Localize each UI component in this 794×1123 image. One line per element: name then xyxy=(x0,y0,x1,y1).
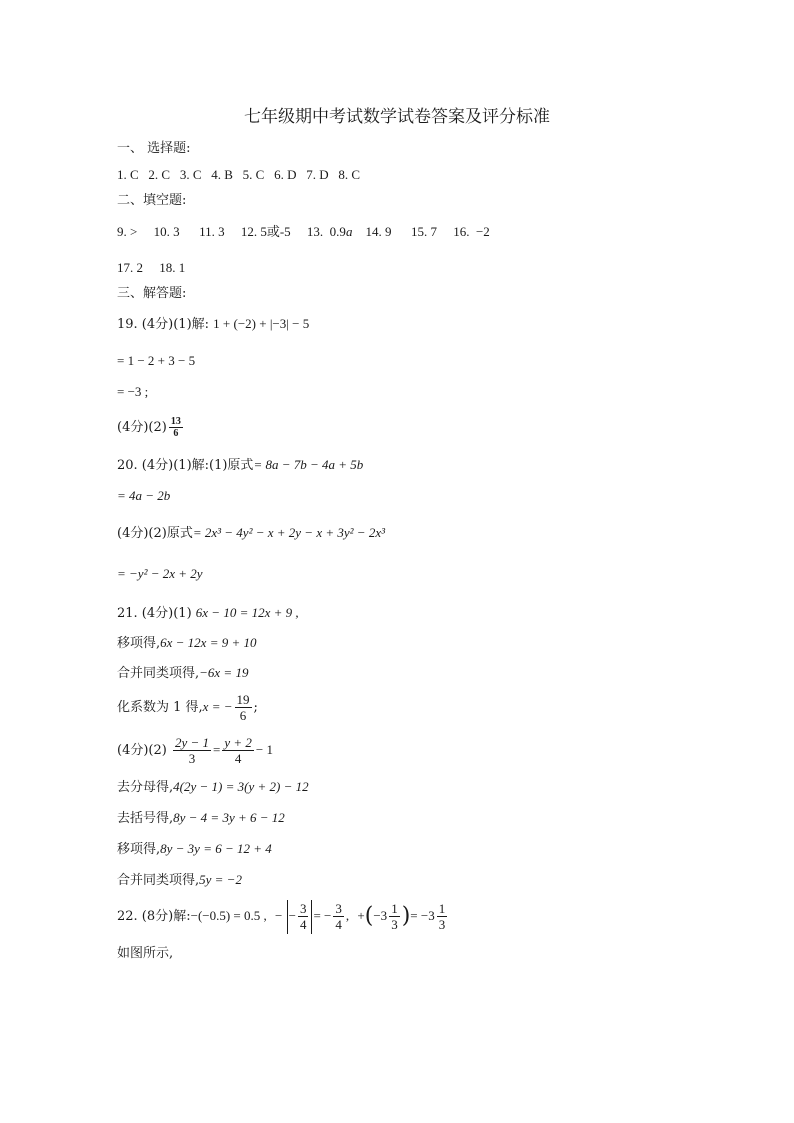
section-heading-choice: 一、 选择题: xyxy=(117,141,191,156)
q20-step1: = 4a − 2b xyxy=(117,488,171,503)
choice-answers: 1. C 2. C 3. C 4. B 5. C 6. D 7. D 8. C xyxy=(117,167,361,182)
q19-fraction: $\frac{13}{6}$ xyxy=(170,416,181,439)
fill-answers-line1: 9. > 10. 3 11. 3 12. 5或-5 13. 0.9a 14. 9 15. 7 16. −2 xyxy=(117,224,490,239)
q21-move: 移项得,6x − 12x = 9 + 10 xyxy=(117,635,257,651)
q22-fraction-mixed-result: $\frac{1}{3}$ xyxy=(438,901,446,932)
q19-part2: (4分)(2) $\frac{13}{6}$ xyxy=(117,416,181,439)
section-heading-solve: 三、解答题: xyxy=(117,286,187,301)
q21-part2: (4分)(2) $\frac{2y - 1}{3}$ = $\frac{y + 2}{4}$ − 1 xyxy=(117,735,274,766)
q19-step1: = 1 − 2 + 3 − 5 xyxy=(117,353,196,368)
q21-fraction-right: $\frac{y + 2}{4}$ xyxy=(224,735,252,766)
q21-combine: 合并同类项得,−6x = 19 xyxy=(117,665,249,681)
q22-figure-note: 如图所示, xyxy=(117,946,174,961)
q21-move2: 移项得,8y − 3y = 6 − 12 + 4 xyxy=(117,841,272,857)
q21-denom: 去分母得,4(2y − 1) = 3(y + 2) − 12 xyxy=(117,779,309,795)
q21-coef-fraction: $\frac{19}{6}$ xyxy=(236,692,250,723)
q22-line: 22. (8分)解:−(−0.5) = 0.5 , − − $\frac{3}{4}$ = − $\frac{3}{4}$ , +(−3 $\frac{1}{3}$ )= −3 $\frac{1}{3}$ xyxy=(117,901,446,932)
q20-part1: 20. (4分)(1)解:(1)原式= 8a − 7b − 4a + 5b xyxy=(117,457,364,473)
q21-part1: 21. (4分)(1) 6x − 10 = 12x + 9 , xyxy=(117,605,299,621)
q21-fraction-left: $\frac{2y - 1}{3}$ xyxy=(174,735,210,766)
q22-fraction-result: $\frac{3}{4}$ xyxy=(335,901,342,932)
q22-fraction-mixed: $\frac{1}{3}$ xyxy=(391,901,398,932)
q19-step2: = −3 ; xyxy=(117,384,149,399)
section-heading-fill: 二、填空题: xyxy=(117,193,187,208)
q22-fraction-abs: $\frac{3}{4}$ xyxy=(299,901,307,932)
q21-bracket: 去括号得,8y − 4 = 3y + 6 − 12 xyxy=(117,810,285,826)
page-title: 七年级期中考试数学试卷答案及评分标准 xyxy=(244,107,550,127)
fill-answers-line2: 17. 2 18. 1 xyxy=(117,260,186,275)
q20-part2-step: = −y² − 2x + 2y xyxy=(117,566,203,581)
q20-part2: (4分)(2)原式= 2x³ − 4y² − x + 2y − x + 3y² − 2x³ xyxy=(117,525,385,541)
q21-combine2: 合并同类项得,5y = −2 xyxy=(117,872,242,888)
q21-coef: 化系数为 1 得,x = − $\frac{19}{6}$ ; xyxy=(117,692,258,723)
q19-part1: 19. (4分)(1)解: 1 + (−2) + |−3| − 5 xyxy=(117,316,310,332)
